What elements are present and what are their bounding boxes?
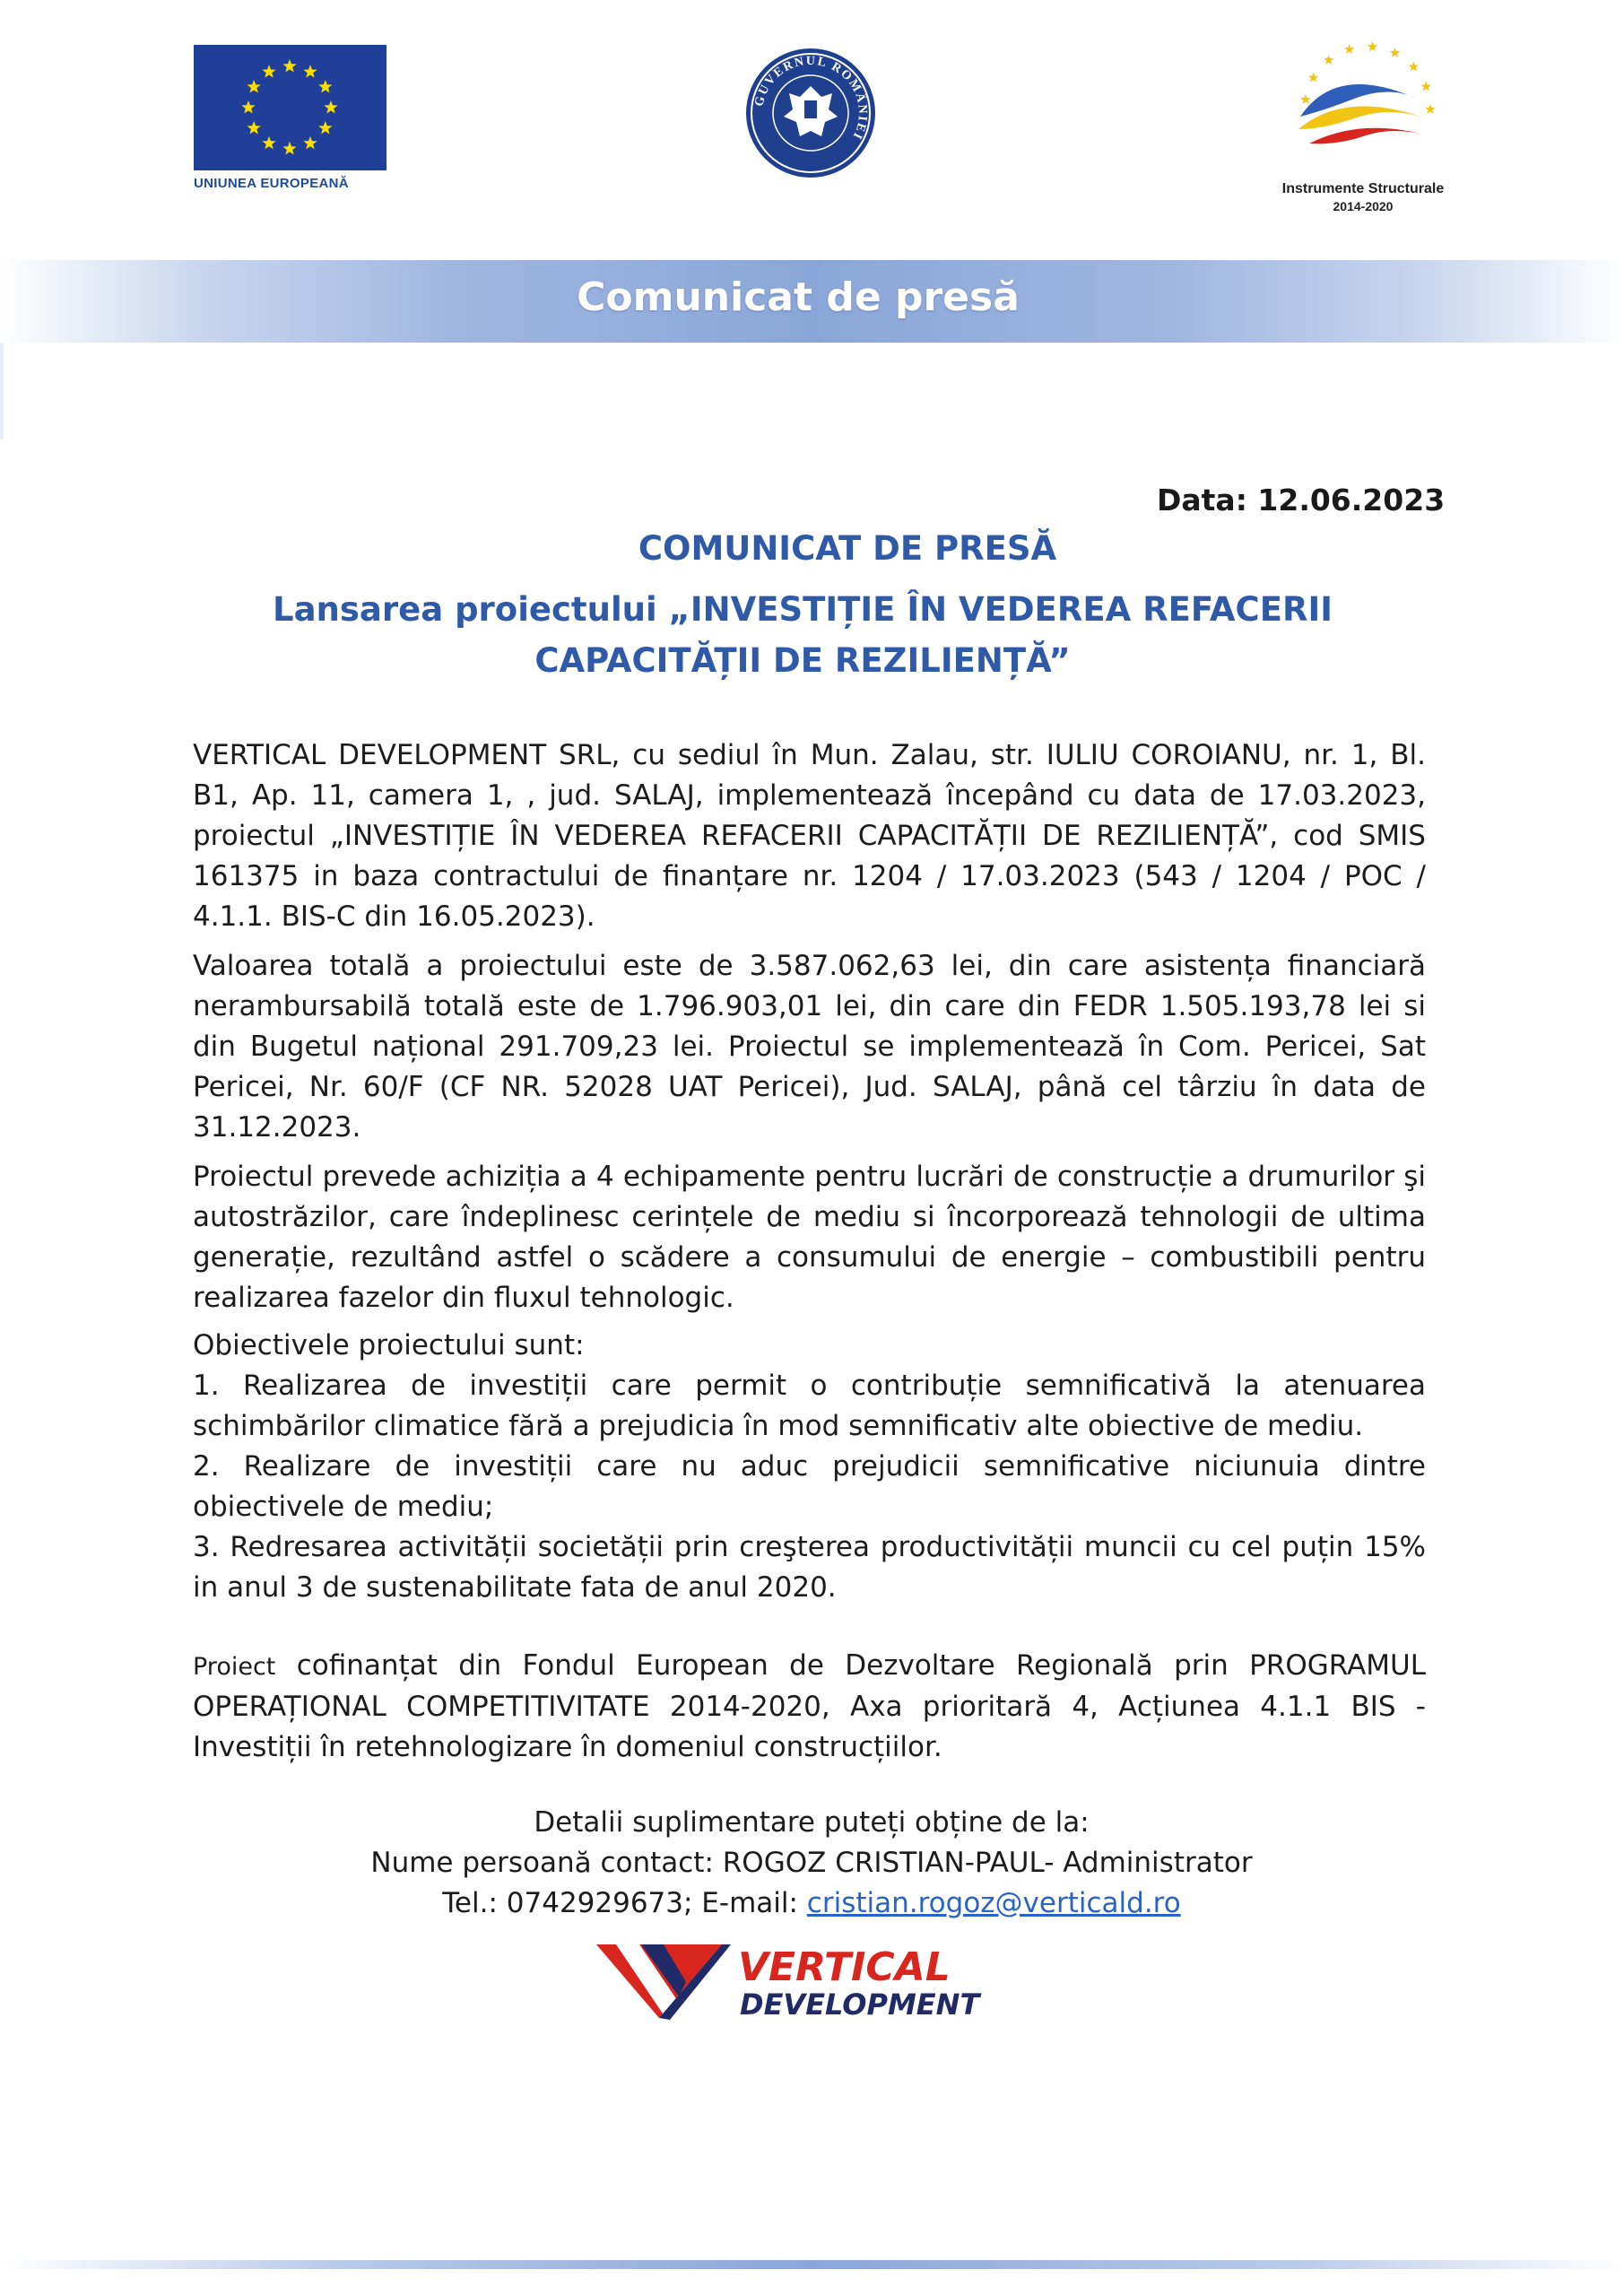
contact-phone-email — [193, 1883, 1430, 1924]
instrumente-structurale-logo — [1282, 36, 1444, 170]
eu-caption: UNIUNEA EUROPEANĂ — [194, 176, 349, 191]
objective-item: 1. Realizarea de investiții care permit o contribuție semnificativă la atenuarea schimbărilor climatice fără a prejudicia în mod semnificativ alte obiective de mediu. — [193, 1370, 1426, 1442]
paragraph-project-scope: Proiectul prevede achiziția a 4 echipamente pentru lucrări de construcție a drumurilor şi autostrăzilor, care îndeplinesc cerințele de mediu si încorporează tehnologii de ultima generație, rezultând astfel o scădere a consumului de energie – combustibili pentru realizarea fazelor din fluxul tehnologic. — [193, 1161, 1426, 1314]
contact-phone: Tel.: 0742929673; E-mail: — [442, 1887, 807, 1919]
banner-title: Comunicat de presă — [577, 274, 1020, 320]
is-caption-line2: 2014-2020 — [1333, 199, 1394, 213]
contact-person: Nume persoană contact: ROGOZ CRISTIAN-PAUL- Administrator — [370, 1847, 1253, 1879]
romanian-government-seal — [744, 47, 877, 179]
footer-line — [0, 2260, 1624, 2269]
eu-flag-logo — [194, 45, 386, 170]
seal-text: GUVERNUL ROMÂNIEI — [752, 54, 870, 143]
is-star-icon — [1425, 104, 1435, 114]
subtitle-line2: CAPACITĂȚII DE REZILIENȚĂ” — [534, 641, 1071, 680]
is-star-icon — [1344, 44, 1354, 54]
is-star-icon — [1420, 81, 1430, 91]
side-strip — [0, 341, 4, 439]
email-link[interactable]: cristian.rogoz@verticald.ro — [806, 1887, 1181, 1919]
paragraph-company-intro: VERTICAL DEVELOPMENT SRL, cu sediul în Mun. Zalau, str. IULIU COROIANU, nr. 1, Bl. B1, Ap. 11, camera 1, , jud. SALAJ, implementează începând cu data de 17.03.2023, proiectul „INVESTIȚIE ÎN VEDEREA REFACERII CAPACITĂȚII DE REZILIENȚĂ”, cod SMIS 161375 in baza contractului de finanțare nr. 1204 / 17.03.2023 (543 / 1204 / POC / 4.1.1. BIS-C din 16.05.2023). — [193, 739, 1426, 933]
funding-text: cofinanțat din Fondul European de Dezvoltare Regională prin PROGRAMUL OPERAȚIONAL COMPETITIVITATE 2014-2020, Axa prioritară 4, Acțiunea 4.1.1 BIS - Investiții în retehnologizare în domeniul construcțiilor. — [193, 1649, 1426, 1763]
is-star-icon — [1390, 48, 1400, 57]
document-date: Data: 12.06.2023 — [1157, 483, 1446, 517]
vertical-development-logo — [596, 1937, 1013, 2027]
is-star-icon — [1300, 94, 1310, 104]
objective-item: 3. Redresarea activității societății prin creşterea productivității muncii cu cel puțin 15% in anul 3 de sustenabilitate fata de anul 2020. — [193, 1531, 1426, 1604]
objectives-section — [193, 1326, 1426, 1608]
is-star-icon — [1308, 73, 1318, 83]
subtitle-line1: Lansarea proiectului „INVESTIȚIE ÎN VEDEREA REFACERII — [273, 590, 1333, 629]
logo-name-line1: VERTICAL — [738, 1944, 951, 1990]
paragraph-funding — [193, 1646, 1426, 1768]
objectives-intro: Obiectivele proiectului sunt: — [193, 1329, 585, 1361]
contact-intro: Detalii suplimentare puteți obține de la: — [534, 1806, 1090, 1839]
is-star-icon — [1324, 55, 1333, 65]
funding-word: Proiect — [193, 1653, 276, 1681]
objective-item: 2. Realizare de investiții care nu aduc prejudicii semnificative niciunuia dintre obiectivele de mediu; — [193, 1450, 1426, 1523]
instrumente-structurale-caption — [1260, 181, 1466, 213]
is-star-icon — [1368, 41, 1377, 51]
is-caption-line1: Instrumente Structurale — [1281, 181, 1445, 196]
logo-name-line2: DEVELOPMENT — [740, 1987, 980, 2022]
paragraph-project-value: Valoarea totală a proiectului este de 3.587.062,63 lei, din care asistența financiară nerambursabilă totală este de 1.796.903,01 lei, din care din FEDR 1.505.193,78 lei si din Bugetul național 291.709,23 lei. Proiectul se implementează în Com. Pericei, Sat Pericei, Nr. 60/F (CF NR. 52028 UAT Pericei), Jud. SALAJ, până cel târziu în data de 31.12.2023. — [193, 950, 1426, 1144]
is-star-icon — [1409, 61, 1419, 71]
document-heading: COMUNICAT DE PRESĂ — [638, 529, 1057, 568]
